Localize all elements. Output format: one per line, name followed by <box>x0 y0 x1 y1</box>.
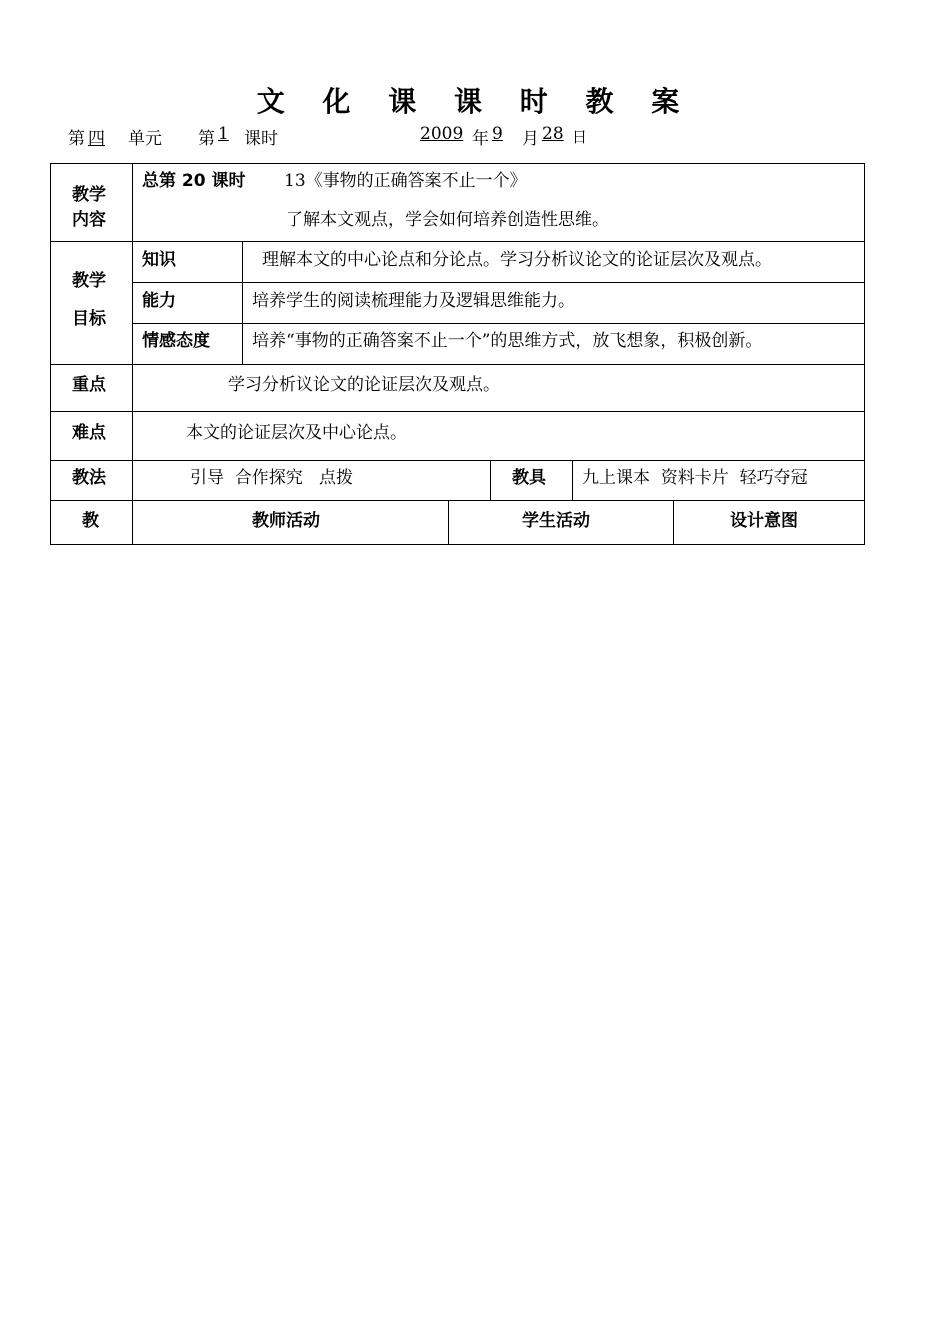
key-point-label: 重点 <box>72 375 106 395</box>
lesson-meta <box>68 124 888 150</box>
column-header-teach: 教 <box>82 511 99 531</box>
date-day: 28 <box>542 124 564 144</box>
col-divider <box>242 241 243 365</box>
content-label-line1: 教学 <box>72 185 106 205</box>
unit-suffix: 单元 <box>128 129 162 149</box>
year-label: 年 <box>472 129 489 149</box>
method-text: 引导 合作探究 点拨 <box>190 468 354 488</box>
row-divider <box>50 460 865 461</box>
column-header-teacher-activity: 教师活动 <box>252 511 320 531</box>
difficulty-text: 本文的论证层次及中心论点。 <box>186 423 407 443</box>
goal-ability-label: 能力 <box>142 291 176 311</box>
goal-emotion-label: 情感态度 <box>142 331 210 351</box>
col-divider <box>448 500 449 545</box>
table-border-right <box>864 163 865 545</box>
unit-value: 四 <box>88 129 105 149</box>
goal-emotion-text: 培养“事物的正确答案不止一个”的思维方式，放飞想象，积极创新。 <box>252 331 763 351</box>
lesson-title: 13《事物的正确答案不止一个》 <box>284 171 527 191</box>
date-month: 9 <box>492 124 503 144</box>
goal-knowledge-text: 理解本文的中心论点和分论点。学习分析议论文的论证层次及观点。 <box>262 250 772 270</box>
col-divider <box>673 500 674 545</box>
table-border-top <box>50 163 865 164</box>
content-description: 了解本文观点，学会如何培养创造性思维。 <box>286 210 609 230</box>
goals-label-line2: 目标 <box>72 309 106 329</box>
col-divider <box>572 460 573 501</box>
tools-label: 教具 <box>512 468 546 488</box>
lesson-value: 1 <box>218 124 229 144</box>
goal-ability-text: 培养学生的阅读梳理能力及逻辑思维能力。 <box>252 291 575 311</box>
table-border-left <box>50 163 51 545</box>
lesson-prefix: 第 <box>198 129 215 149</box>
row-divider <box>50 500 865 501</box>
total-lesson-count: 总第 20 课时 <box>142 171 246 191</box>
month-label: 月 <box>522 129 539 149</box>
key-point-text: 学习分析议论文的论证层次及观点。 <box>228 375 500 395</box>
goals-label-line1: 教学 <box>72 271 106 291</box>
row-divider <box>50 411 865 412</box>
unit-prefix: 第 <box>68 129 85 149</box>
column-header-student-activity: 学生活动 <box>522 511 590 531</box>
col-divider <box>490 460 491 501</box>
page-title: 文 化 课 课 时 教 案 <box>256 85 694 118</box>
row-divider <box>50 241 865 242</box>
day-label: 日 <box>572 128 588 146</box>
date-year: 2009 <box>420 124 464 144</box>
goal-knowledge-label: 知识 <box>142 250 176 270</box>
difficulty-label: 难点 <box>72 423 106 443</box>
col-divider <box>132 163 133 545</box>
column-header-design-intent: 设计意图 <box>730 511 798 531</box>
table-border-bottom <box>50 544 865 545</box>
row-divider <box>50 364 865 365</box>
content-label-line2: 内容 <box>72 210 106 230</box>
method-label: 教法 <box>72 468 106 488</box>
lesson-suffix: 课时 <box>244 129 278 149</box>
tools-text: 九上课本 资料卡片 轻巧夺冠 <box>582 468 808 488</box>
